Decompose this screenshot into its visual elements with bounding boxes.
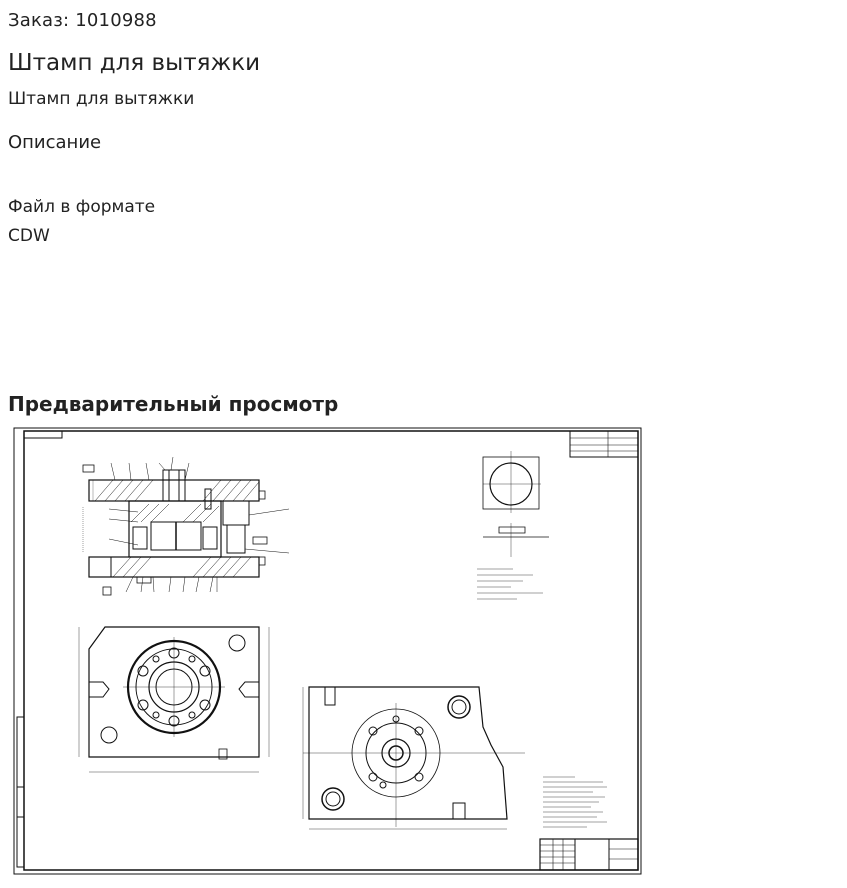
detail-views xyxy=(477,451,549,599)
top-right-stamp xyxy=(570,431,638,457)
section-view xyxy=(83,457,289,595)
order-number xyxy=(8,10,157,32)
file-format-text: Файл в формате CDW xyxy=(8,197,156,246)
order-label: Заказ: xyxy=(8,10,70,31)
plan-view xyxy=(79,627,269,772)
drawing-preview-image[interactable] xyxy=(13,427,642,875)
order-number-value: 1010988 xyxy=(75,10,157,31)
base-plate-view xyxy=(303,687,525,829)
preview-heading: Предварительный просмотр xyxy=(8,392,339,416)
title-block xyxy=(540,839,638,870)
product-title: Штамп для вытяжки xyxy=(8,50,261,76)
description-heading: Описание xyxy=(8,132,102,153)
product-subtitle: Штамп для вытяжки xyxy=(8,89,195,109)
technical-notes xyxy=(543,777,607,827)
technical-drawing xyxy=(13,427,642,875)
